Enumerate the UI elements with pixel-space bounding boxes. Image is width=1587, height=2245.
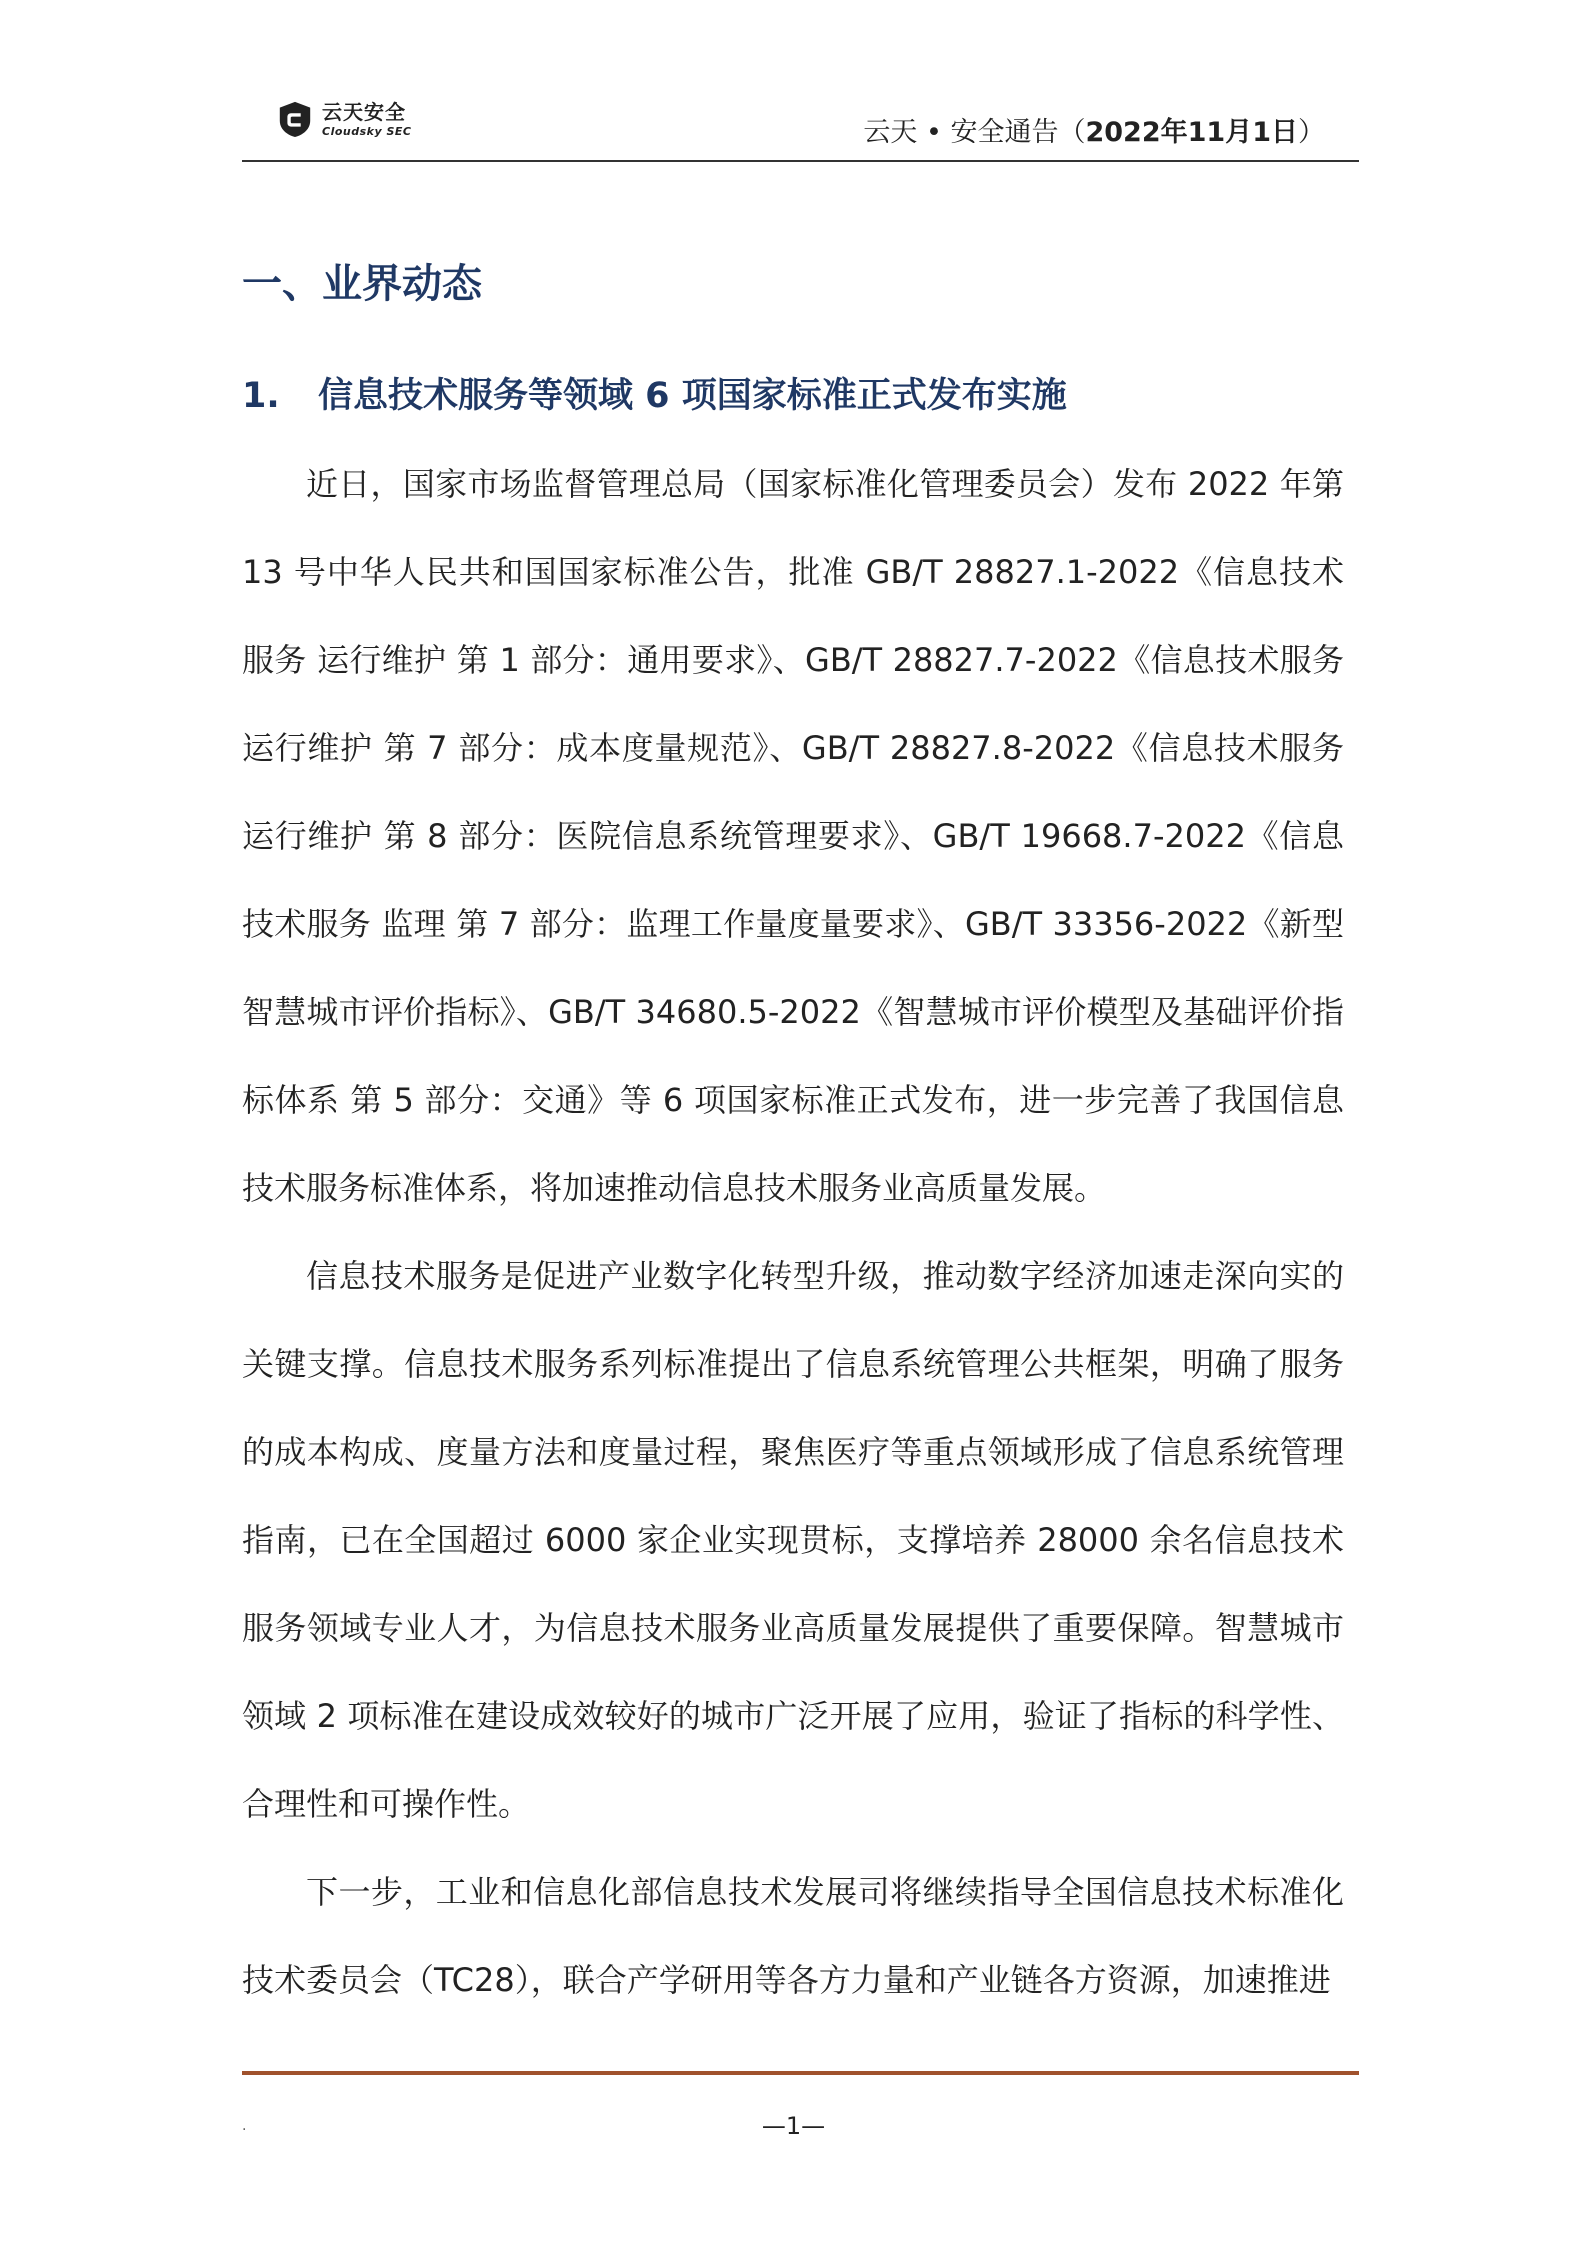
bulletin-title-suffix: ） — [1298, 117, 1325, 148]
footer-divider — [242, 2071, 1359, 2075]
footer-dot: . — [242, 2118, 247, 2134]
paragraph: 下一步，工业和信息化部信息技术发展司将继续指导全国信息技术标准化技术委员会（TC28），联合产学研用等各方力量和产业链各方资源，加速推进 — [242, 1873, 1344, 1999]
bulletin-title-prefix: 云天 • 安全通告（ — [863, 117, 1086, 148]
article-number: 1. — [242, 376, 280, 416]
paragraph: 近日，国家市场监督管理总局（国家标准化管理委员会）发布 2022 年第 13 号中华人民共和国国家标准公告，批准 GB/T 28827.1-2022《信息技术服务 运行维护 第 1 部分：通用要求》、GB/T 28827.7-2022《信息技术服务 运行维护 第 7 部分：成本度量规范》、GB/T 28827.8-2022《信息技术服务 运行维护 第 8 部分：医院信息系统管理要求》、GB/T 19668.7-2022《信息技术服务 监理 第 7 部分：监理工作量度量要求》、GB/T 33356-2022《新型智慧城市评价指标》、GB/T 34680.5-2022《智慧城市评价模型及基础评价指标体系 第 5 部分：交通》等 6 项国家标准正式发布，进一步完善了我国信息技术服务标准体系，将加速推动信息技术服务业高质量发展。 — [242, 465, 1344, 1207]
bulletin-title — [863, 110, 1325, 149]
shield-c-logo-icon — [276, 100, 314, 138]
bulletin-date: 2022年11月1日 — [1085, 117, 1298, 148]
article-body — [242, 440, 1344, 2024]
section-heading: 一、业界动态 — [242, 261, 482, 307]
article-heading — [242, 368, 1067, 418]
logo-chinese-name: 云天安全 — [322, 99, 406, 124]
page-number: —1— — [761, 2112, 826, 2140]
logo-english-name: Cloudsky SEC — [322, 124, 412, 138]
company-logo — [276, 96, 411, 142]
article-title: 信息技术服务等领域 6 项国家标准正式发布实施 — [318, 376, 1067, 416]
paragraph: 信息技术服务是促进产业数字化转型升级，推动数字经济加速走深向实的关键支撑。信息技术服务系列标准提出了信息系统管理公共框架，明确了服务的成本构成、度量方法和度量过程，聚焦医疗等重点领域形成了信息系统管理指南，已在全国超过 6000 家企业实现贯标，支撑培养 28000 余名信息技术服务领域专业人才，为信息技术服务业高质量发展提供了重要保障。智慧城市领域 2 项标准在建设成效较好的城市广泛开展了应用，验证了指标的科学性、合理性和可操作性。 — [242, 1257, 1344, 1823]
page-header — [242, 92, 1359, 162]
